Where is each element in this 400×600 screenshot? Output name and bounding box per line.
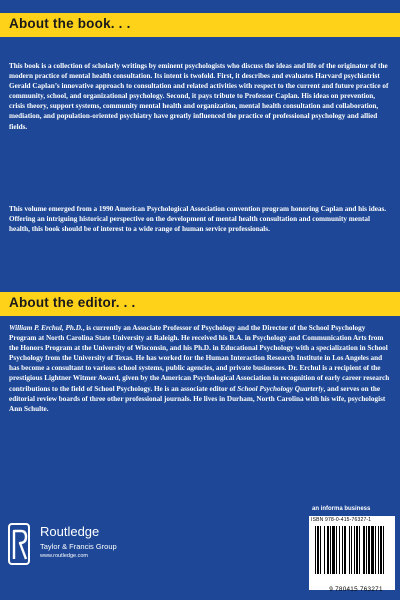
barcode-digits: 9 780415 763271 <box>329 586 383 593</box>
barcode-bar <box>383 526 384 574</box>
informa-tagline: an informa business <box>312 506 371 512</box>
isbn-barcode-box <box>309 516 395 593</box>
book-description-paragraph-1: This book is a collection of scholarly writings by eminent psychologists who discuss the ideas and life of the originator of the modern practice of mental health consultation. Its intent is twofold. First, it describes and evaluates Harvard psychiatrist Gerald Caplan’s innovative approach to consultation and related activities with respect to the current and future practice of community, school, and organizational psychology. Second, it pays tribute to Professor Caplan. His ideas on prevention, crisis theory, support systems, community mental health and organization, mental health consultation and collaboration, mediation, and population-oriented psychiatry have greatly influenced the practice of professional psychology and allied fields. <box>9 62 389 131</box>
editor-name: William P. Erchul, Ph.D. <box>9 324 83 332</box>
routledge-r-icon <box>8 523 34 567</box>
publisher-name: Routledge <box>40 524 100 539</box>
about-editor-banner <box>0 292 400 316</box>
barcode-bars <box>315 526 391 574</box>
journal-title: School Psychology Quarterly <box>237 384 324 393</box>
about-editor-heading: About the editor. . . <box>9 295 136 310</box>
publisher-group: Taylor & Francis Group <box>40 542 117 551</box>
about-book-heading: About the book. . . <box>9 16 131 31</box>
publisher-website: www.routledge.com <box>40 553 88 559</box>
book-description-paragraph-2: This volume emerged from a 1990 American Psychological Association convention program honoring Caplan and his ideas. Offering an intriguing historical perspective on the development of mental health consultation and community mental health, this book should be of interest to a wide range of human service professionals. <box>9 205 387 234</box>
routledge-logo <box>8 523 188 583</box>
editor-bio-text-a: , is currently an Associate Professor of Psychology and the Director of the School Psychology Program at North Carolina State University at Raleigh. He received his B.A. in Psychology and Communication Arts from the Honors Program at the University of Wisconsin, and his Ph.D. in Educational Psychology with a specialization in School Psychology from the University of Texas. He has worked for the Human Interaction Research Institute in Los Angeles and has become a consultant to various school systems, public agencies, and private businesses. Dr. Erchul is a recipient of the prestigious Lightner Witmer Award, given by the American Psychological Association in recognition of early career research contributions to the field of School Psychology. He is an associate editor of <box>9 324 390 393</box>
editor-bio-text-b: , and serves on the editorial review boards of three other professional journals. He lives in Durham, North Carolina with his wife, psychologist Ann Schulte. <box>9 384 386 413</box>
barcode <box>315 526 391 593</box>
about-book-banner <box>0 13 400 37</box>
isbn-label: ISBN 978-0-415-76327-1 <box>311 517 372 523</box>
editor-biography <box>9 323 391 414</box>
